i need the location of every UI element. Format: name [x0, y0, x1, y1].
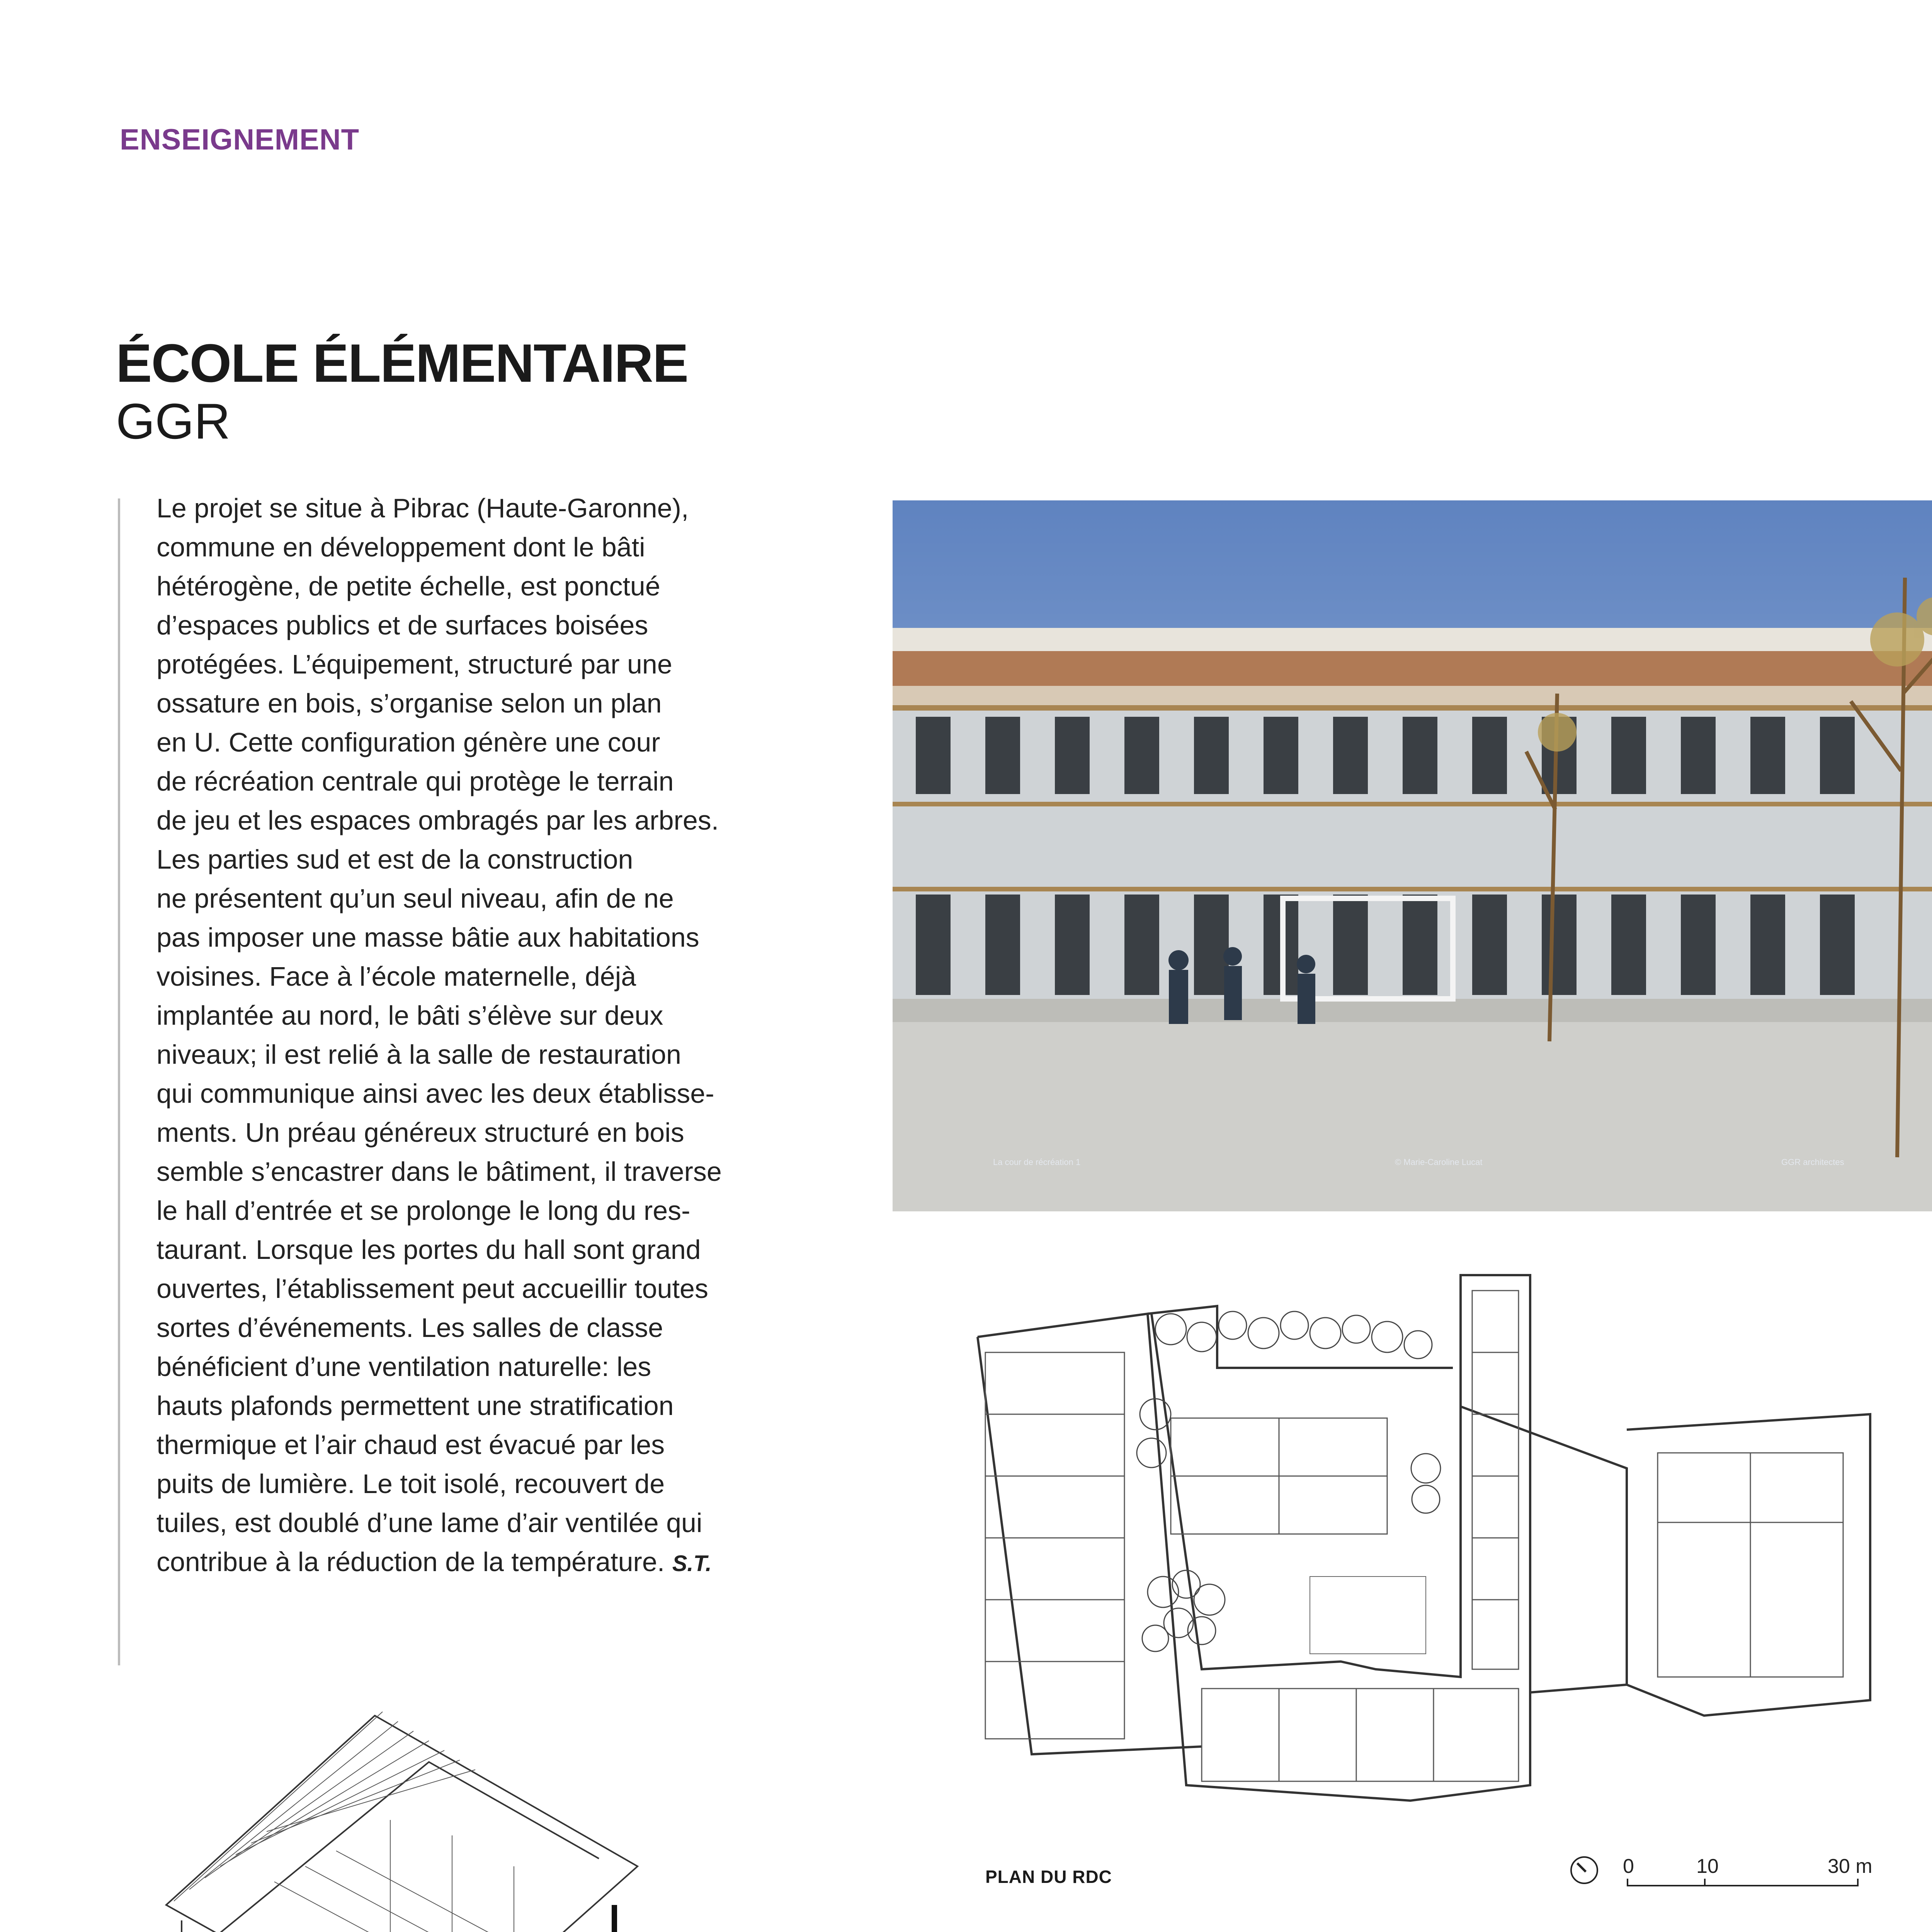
- body-line: en U. Cette configuration génère une cour: [156, 727, 660, 757]
- body-line-text: contribue à la réduction de la température.: [156, 1547, 665, 1577]
- body-line: commune en développement dont le bâti: [156, 532, 645, 562]
- photo-courtyard-1: [893, 500, 1932, 1211]
- body-line: hauts plafonds permettent une stratification: [156, 1391, 674, 1421]
- floor-plan: [970, 1252, 1882, 1839]
- body-line: thermique et l’air chaud est évacué par les: [156, 1430, 665, 1460]
- body-line: Les parties sud et est de la construction: [156, 844, 633, 874]
- plan-label: PLAN DU RDC: [985, 1867, 1112, 1887]
- body-line: protégées. L’équipement, structuré par une: [156, 649, 672, 679]
- north-arrow-icon: [1569, 1855, 1600, 1886]
- body-line: semble s’encastrer dans le bâtiment, il traverse: [156, 1156, 722, 1187]
- scale-tick: [1704, 1879, 1706, 1886]
- body-line: sortes d’événements. Les salles de classe: [156, 1313, 663, 1343]
- axonometric-drawing: [158, 1704, 661, 1932]
- body-line: Le projet se situe à Pibrac (Haute-Garonne),: [156, 493, 689, 523]
- article-subtitle: GGR: [116, 393, 231, 449]
- body-line: puits de lumière. Le toit isolé, recouvert de: [156, 1469, 665, 1499]
- photo1-caption-left: La cour de récréation 1: [993, 1157, 1081, 1167]
- body-line: pas imposer une masse bâtie aux habitations: [156, 922, 699, 952]
- body-line: le hall d’entrée et se prolonge le long du res-: [156, 1196, 690, 1226]
- body-line: tuiles, est doublé d’une lame d’air ventilée qui: [156, 1508, 702, 1538]
- floor-plan-drawing: [970, 1252, 1882, 1839]
- section-label: ENSEIGNEMENT: [120, 123, 360, 156]
- scale-label-10: 10: [1696, 1855, 1719, 1878]
- body-line: [156, 1543, 744, 1583]
- article-body: [156, 489, 744, 1583]
- author-initials: S.T.: [672, 1551, 712, 1576]
- body-line: taurant. Lorsque les portes du hall sont grand: [156, 1235, 701, 1265]
- photo1-caption-right: GGR architectes: [1781, 1157, 1844, 1167]
- body-rule: [118, 498, 120, 1665]
- body-line: ouvertes, l’établissement peut accueillir toutes: [156, 1274, 708, 1304]
- body-line: ne présentent qu’un seul niveau, afin de ne: [156, 883, 674, 913]
- body-line: de jeu et les espaces ombragés par les arbres.: [156, 805, 719, 835]
- scale-tick: [1627, 1879, 1628, 1886]
- scale-tick: [1857, 1879, 1859, 1886]
- axonometric-svg: [158, 1704, 661, 1932]
- photo1-caption-mid: © Marie-Caroline Lucat: [1395, 1157, 1483, 1167]
- body-line: bénéficient d’une ventilation naturelle: les: [156, 1352, 651, 1382]
- body-line: implantée au nord, le bâti s’élève sur deux: [156, 1000, 663, 1031]
- body-line: voisines. Face à l’école maternelle, déjà: [156, 961, 636, 992]
- body-line: qui communique ainsi avec les deux établisse-: [156, 1078, 714, 1109]
- body-line: hétérogène, de petite échelle, est ponctué: [156, 571, 660, 601]
- body-line: de récréation centrale qui protège le terrain: [156, 766, 674, 796]
- scale-label-30: 30 m: [1828, 1855, 1872, 1878]
- body-line: niveaux; il est relié à la salle de restauration: [156, 1039, 681, 1070]
- scale-line: [1627, 1885, 1859, 1886]
- scale-bar: [1615, 1855, 1878, 1897]
- photo-courtyard-1-image: [893, 500, 1932, 1211]
- article-title: ÉCOLE ÉLÉMENTAIRE: [116, 333, 688, 393]
- body-line: d’espaces publics et de surfaces boisées: [156, 610, 648, 640]
- body-line: ossature en bois, s’organise selon un plan: [156, 688, 662, 718]
- scale-label-0: 0: [1623, 1855, 1634, 1878]
- body-line: ments. Un préau généreux structuré en bois: [156, 1117, 684, 1148]
